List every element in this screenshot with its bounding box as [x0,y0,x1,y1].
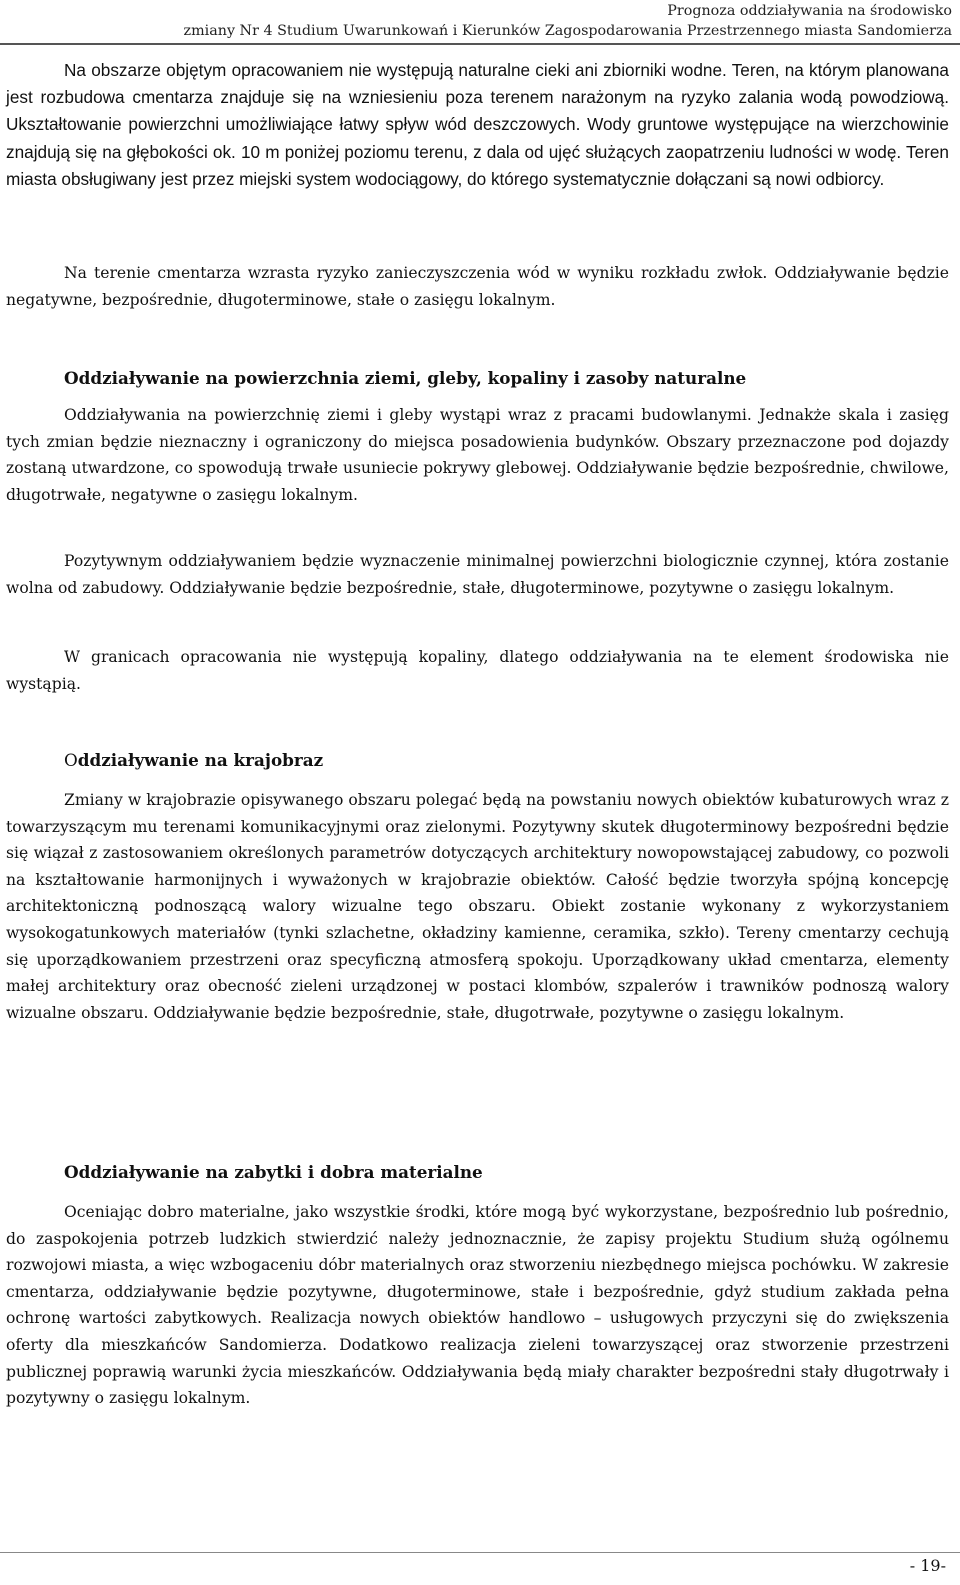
header-subtitle: zmiany Nr 4 Studium Uwarunkowań i Kierunków Zagospodarowania Przestrzennego miasta Sandomierza [183,23,952,39]
footer-divider [0,1552,960,1553]
soil-paragraph-1: Oddziaływania na powierzchnię ziemi i gleby wystąpi wraz z pracami budowlanymi. Jednakże skala i zasięg tych zmian będzie nieznaczny i ograniczony do miejsca posadowienia budynków. Obszary przeznaczone pod dojazdy zostaną utwardzone, co spowodują trwałe usuniecie pokrywy glebowej. Oddziaływanie będzie bezpośrednie, chwilowe, długotrwałe, negatywne o zasięgu lokalnym. [6,406,949,504]
page-number: - 19- [909,1556,946,1575]
header-title: Prognoza oddziaływania na środowisko [667,3,952,19]
soil-paragraph-3: W granicach opracowania nie występują kopaliny, dlatego oddziaływania na te element środowiska nie wystąpią. [6,648,949,693]
soil-section-heading: Oddziaływanie na powierzchnia ziemi, gleby, kopaliny i zasoby naturalne [64,368,747,388]
running-header [184,1,952,41]
landscape-heading-initial: O [64,750,78,770]
water-impact-paragraph: Na terenie cmentarza wzrasta ryzyko zanieczyszczenia wód w wyniku rozkładu zwłok. Oddziaływanie będzie negatywne, bezpośrednie, długoterminowe, stałe o zasięgu lokalnym. [6,264,949,309]
soil-paragraph-2: Pozytywnym oddziaływaniem będzie wyznaczenie minimalnej powierzchni biologicznie czynnej, która zostanie wolna od zabudowy. Oddziaływanie będzie bezpośrednie, stałe, długoterminowe, pozytywne o zasięgu lokalnym. [6,552,949,597]
header-divider [0,43,960,45]
heritage-paragraph: Oceniając dobro materialne, jako wszystkie środki, które mogą być wykorzystane, bezpośrednio lub pośrednio, do zaspokojenia potrzeb ludzkich stwierdzić należy jednoznacznie, że zapisy projektu Studium służą ogólnemu rozwojowi miasta, a więc wzbogaceniu dóbr materialnych oraz stworzeniu niezbędnego miejsca pochówku. W zakresie cmentarza, oddziaływanie będzie pozytywne, długoterminowe, stałe i bezpośrednie, gdyż studium zakłada pełna ochronę wartości zabytkowych. Realizacja nowych obiektów handlowo – usługowych przyczyni się do zwiększenia oferty dla mieszkańców Sandomierza. Dodatkowo realizacja zieleni towarzyszącej oraz stworzenie przestrzeni publicznej poprawią warunki życia mieszkańców. Oddziaływania będą miały charakter bezpośredni stały długotrwały i pozytywny o zasięgu lokalnym. [6,1203,949,1408]
heritage-section-heading: Oddziaływanie na zabytki i dobra materialne [64,1162,483,1182]
landscape-heading-rest: ddziaływanie na krajobraz [77,750,324,770]
landscape-section-heading [64,748,323,772]
landscape-paragraph: Zmiany w krajobrazie opisywanego obszaru polegać będą na powstaniu nowych obiektów kubaturowych wraz z towarzyszącym mu terenami komunikacyjnymi oraz zielonymi. Pozytywny skutek długoterminowy bezpośredni będzie się wiązał z zastosowaniem określonych parametrów dotyczących architektury nowopowstającej zabudowy, co pozwoli na kształtowanie harmonijnych i wyważonych w krajobrazie obiektów. Całość będzie tworzyła spójną koncepcję architektoniczną podnoszącą walory wizualne tego obszaru. Obiekt zostanie wykonany z wykorzystaniem wysokogatunkowych materiałów (tynki szlachetne, okładziny kamienne, ceramika, szkło). Tereny cmentarzy cechują się uporządkowaniem przestrzeni oraz specyficzną atmosferą spokoju. Uporządkowany układ cmentarza, elementy małej architektury oraz obecność zieleni urządzonej w postaci klombów, szpalerów i trawników podnoszą walory wizualne obszaru. Oddziaływanie będzie bezpośrednie, stałe, długotrwałe, pozytywne o zasięgu lokalnym. [6,791,949,1022]
water-paragraph: Na obszarze objętym opracowaniem nie występują naturalne cieki ani zbiorniki wodne. Teren, na którym planowana jest rozbudowa cmentarza znajduje się na wzniesieniu poza terenem narażonym na ryzyko zalania wodą powodziową. Ukształtowanie powierzchni umożliwiające łatwy spływ wód deszczowych. Wody gruntowe występujące na wierzchowinie znajdują się na głębokości ok. 10 m poniżej poziomu terenu, z dala od ujęć służących zaopatrzeniu ludności w wodę. Teren miasta obsługiwany jest przez miejski system wodociągowy, do którego systematycznie dołączani są nowi odbiorcy. [6,60,949,189]
